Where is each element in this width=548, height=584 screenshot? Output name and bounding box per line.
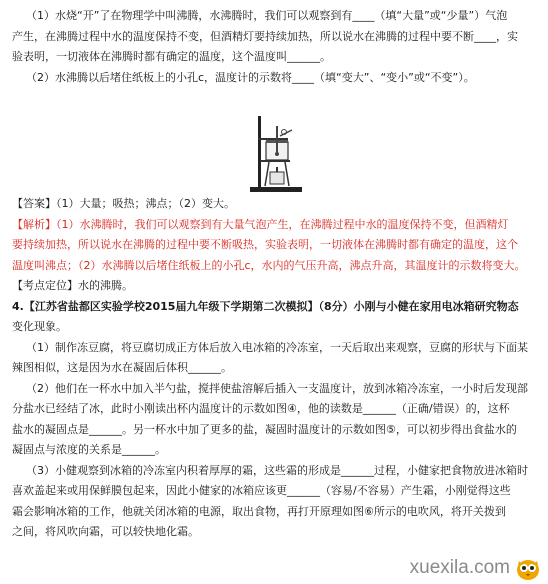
- q-part1-line2: 产生，在沸腾过程中水的温度保持不变，但酒精灯要持续加热，所以说水在沸腾的过程中要不断____，实: [12, 29, 518, 43]
- q4-part1-line1: （1）制作冻豆腐，将豆腐切成正方体后放入电冰箱的冷冻室，一天后取出来观察，豆腐的形状与下面某: [26, 340, 528, 354]
- q4-part2-line2: 分盐水已经结了冰，此时小刚读出杯内温度计的示数如图④，他的读数是______（正确/错误）的，这杯: [12, 402, 510, 415]
- analysis-line3: 温度叫沸点；（2）水沸腾以后堵住纸板上的小孔c，水内的气压升高，沸点升高，其温度计的示数将变大。: [12, 258, 526, 272]
- analysis-line1: 【解析】（1）水沸腾时，我们可以观察到有大量气泡产生，在沸腾过程中水的温度保持不变，但酒精灯: [12, 217, 509, 231]
- owl-logo-icon: [514, 554, 542, 582]
- analysis-line2: 要持续加热，所以说水在沸腾的过程中要不断吸热，实验表明，一切液体在沸腾时都有确定的温度，这个: [12, 238, 518, 251]
- q4-part3-line3: 霜会影响冰箱的工作，他就关闭冰箱的电源，取出食物，再打开原理如图⑥所示的电吹风，将开关拨到: [12, 504, 506, 518]
- document-body: [12, 6, 538, 543]
- question4-title-line1: 4.【江苏省盐都区实验学校2015届九年级下学期第二次模拟】（8分）小刚与小健在家用电冰箱研究物态: [12, 299, 519, 313]
- q4-part2-line4: 凝固点与浓度的关系是______。: [12, 443, 166, 456]
- question4-title-line2: 变化现象。: [12, 320, 67, 333]
- answer-line: 【答案】（1）大量；吸热；沸点；（2）变大。: [12, 197, 235, 210]
- q-part1-line1: （1）水烧“开”了在物理学中叫沸腾，水沸腾时，我们可以观察到有____（填“大量”或“少量”）气泡: [26, 9, 508, 22]
- q4-part3-line4: 之间，将风吹向霜，可以较快地化霜。: [12, 525, 199, 538]
- q-part2-line: （2）水沸腾以后堵住纸板上的小孔c，温度计的示数将____（填“变大”、“变小”或“不变”）。: [26, 70, 475, 84]
- watermark: [410, 554, 542, 582]
- q4-part2-line1: （2）他们在一杯水中加入半勺盐，搅拌使盐溶解后插入一支温度计，放到冰箱冷冻室，一小时后发现部: [26, 381, 528, 395]
- watermark-text: xuexila.com: [409, 557, 510, 578]
- q4-part3-line2: 喜欢盖起来或用保鲜膜包起来，因此小健家的冰箱应该更______（容易/不容易）产生霜，小刚觉得这些: [12, 484, 511, 497]
- q4-part2-line3: 盐水的凝固点是______。另一杯水中加了更多的盐，凝固时温度计的示数如图⑤，可以初步得出食盐水的: [12, 422, 517, 436]
- knowledge-point-line: 【考点定位】水的沸腾。: [12, 279, 133, 292]
- q-part1-line3: 验表明，一切液体在沸腾时都有确定的温度，这个温度叫______。: [12, 50, 331, 63]
- boiling-apparatus-figure: [248, 112, 304, 194]
- q4-part3-line1: （3）小健观察到冰箱的冷冻室内积着厚厚的霜，这些霜的形成是______过程，小健家把食物放进冰箱时: [26, 463, 528, 477]
- q4-part1-line2: 辣图相似，这是因为水在凝固后体积______。: [12, 361, 232, 374]
